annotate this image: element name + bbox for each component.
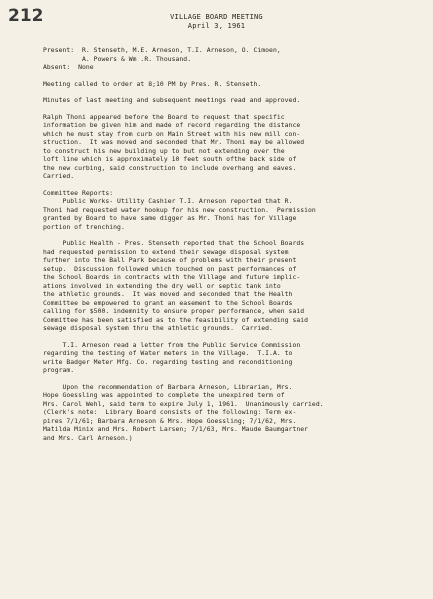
public-works-paragraph <box>43 197 427 231</box>
text-line: Committee has been satisfied as to the feasibility of extending said <box>43 315 309 324</box>
text-line: the new curbing, said construction to include overhang and eaves. <box>43 163 297 172</box>
text-line: ations involved in extending the dry well or septic tank into <box>43 281 281 290</box>
text-line: loft line which is approximately 10 feet south ofthe back side of <box>43 155 297 163</box>
text-line: had requested permission to extend their sewage disposal system <box>43 247 289 256</box>
meeting-title: VILLAGE BOARD MEETING <box>170 13 263 21</box>
text-line: write Badger Meter Mfg. Co. regarding testing and reconditioning <box>43 357 293 366</box>
public-health-paragraph <box>43 239 427 333</box>
absent-line: Absent: None <box>43 63 94 71</box>
text-line: portion of trenching. <box>43 222 125 231</box>
text-line: T.I. Arneson read a letter from the Public Service Commission <box>43 340 301 349</box>
text-line: pires 7/1/61; Barbara Arneson & Mrs. Hope Goessling; 7/1/62, Mrs. <box>43 416 297 425</box>
text-line: setup. Discussion followed which touched on past performances of <box>43 264 297 273</box>
text-line: Thoni had requested water hookup for his new construction. Permission <box>43 205 316 214</box>
present-line-2: A. Powers & Wm .R. Thousand. <box>43 54 192 63</box>
text-line: and Mrs. Carl Arneson.) <box>43 433 133 442</box>
librarian-paragraph <box>43 383 427 443</box>
document-header <box>0 13 433 31</box>
text-line: program. <box>43 366 75 374</box>
present-line-1: Present: R. Stenseth, M.E. Arneson, T.I. Arneson, O. Cimoen, <box>43 46 281 54</box>
text-line: Public Health - Pres. Stenseth reported that the School Boards <box>43 239 305 247</box>
committee-heading: Committee Reports: <box>43 188 114 197</box>
call-to-order: Meeting called to order at 8;10 PM by Pres. R. Stenseth. <box>43 79 262 88</box>
text-line: regarding the testing of Water meters in the Village. T.I.A. to <box>43 349 293 357</box>
text-line: granted by Board to have same digger as Mr. Thoni has for Village <box>43 214 297 222</box>
text-line: Hope Goessling was appointed to complete the unexpired term of <box>43 391 285 399</box>
text-line: Ralph Thoni appeared before the Board to request that specific <box>43 112 285 121</box>
text-line: sewage disposal system thru the athletic grounds. Carried. <box>43 324 273 332</box>
text-line: calling for $500. indemnity to ensure proper performance, when said <box>43 307 305 315</box>
text-line: (Clerk's note: Library Board consists of the following: Term ex- <box>43 408 297 416</box>
text-line: Carried. <box>43 172 75 180</box>
service-commission-paragraph <box>43 341 427 375</box>
text-line: further into the Ball Park because of problems with their present <box>43 256 297 264</box>
text-line: the athletic grounds. It was moved and seconded that the Health <box>43 290 293 298</box>
text-line: Upon the recommendation of Barbara Arneson, Librarian, Mrs. <box>43 382 293 391</box>
text-line: which he must stay from curb on Main Street with his new mill con- <box>43 129 301 138</box>
meeting-date: April 3, 1961 <box>187 22 246 30</box>
text-line: struction. It was moved and seconded that Mr. Thoni may be allowed <box>43 138 305 146</box>
text-line: Public Works- Utility Cashier T.I. Arneson reported that R. <box>43 197 293 205</box>
thoni-paragraph <box>43 113 427 181</box>
minutes-body <box>43 46 427 442</box>
page-number: 212 <box>8 6 44 26</box>
minutes-approval: Minutes of last meeting and subsequent meetings read and approved. <box>43 96 301 104</box>
text-line: information be given him and made of record regarding the distance <box>43 121 301 129</box>
text-line: Matilda Minix and Mrs. Robert Larsen; 7/1/63, Mrs. Maude Baumgartner <box>43 425 309 433</box>
text-line: the School Boards in contracts with the Village and future implic- <box>43 273 301 281</box>
text-line: Committee be empowered to grant an easement to the School Boards <box>43 298 293 307</box>
text-line: Mrs. Carol Wehl, said term to expire July 1, 1961. Unanimously carried. <box>43 399 324 408</box>
text-line: to construct his new building up to but not extending over the <box>43 146 285 155</box>
